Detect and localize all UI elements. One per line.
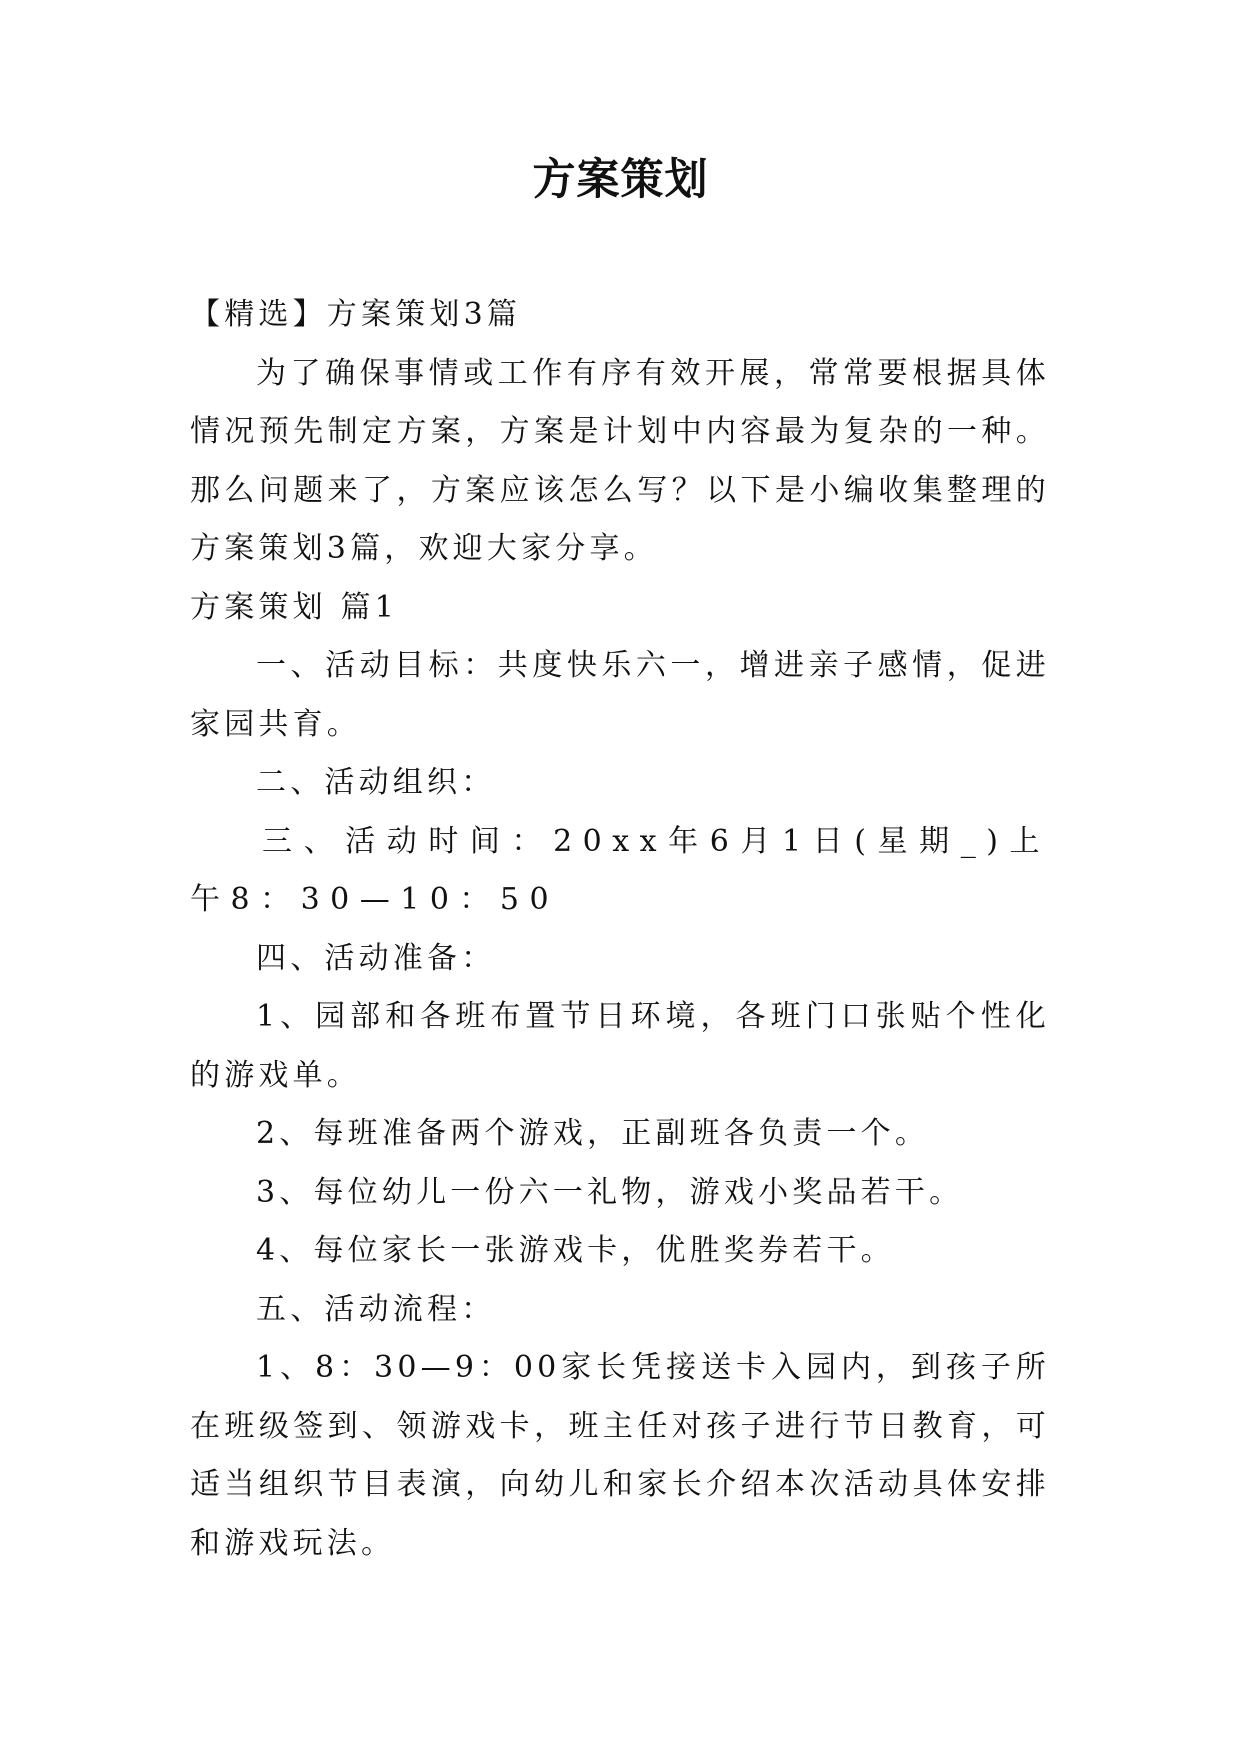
paragraph-intro-heading: 【精选】方案策划3篇 bbox=[190, 297, 522, 332]
list-item-preparation-2: 2、每班准备两个游戏，正副班各负责一个。 bbox=[256, 1116, 930, 1151]
section-heading: 方案策划 篇1 bbox=[190, 589, 399, 625]
list-item-process-1: 1、8：30—9：00家长凭接送卡入园内，到孩子所在班级签到、领游戏卡，班主任对孩子进行节日教育，可适当组织节目表演，向幼儿和家长介绍本次活动具体安排和游戏玩法。 bbox=[190, 1350, 1050, 1561]
paragraph-time: 三、活动时间：20xx年6月1日(星期_)上午8：30—10：50 bbox=[190, 823, 1050, 917]
list-item-preparation-4: 4、每位家长一张游戏卡，优胜奖券若干。 bbox=[256, 1233, 895, 1268]
paragraph-intro: 为了确保事情或工作有序有效开展，常常要根据具体情况预先制定方案，方案是计划中内容最为复杂的一种。那么问题来了，方案应该怎么写？以下是小编收集整理的方案策划3篇，欢迎大家分享。 bbox=[190, 355, 1050, 566]
document-title: 方案策划 bbox=[532, 155, 709, 205]
paragraph-process: 五、活动流程： bbox=[256, 1291, 496, 1327]
list-item-preparation-1: 1、园部和各班布置节日环境，各班门口张贴个性化的游戏单。 bbox=[190, 999, 1050, 1093]
paragraph-preparation: 四、活动准备： bbox=[256, 940, 496, 976]
paragraph-goal: 一、活动目标：共度快乐六一，增进亲子感情，促进家园共育。 bbox=[190, 648, 1050, 742]
document-body bbox=[190, 286, 1050, 1573]
list-item-preparation-3: 3、每位幼儿一份六一礼物，游戏小奖品若干。 bbox=[256, 1174, 964, 1210]
paragraph-organization: 二、活动组织： bbox=[256, 765, 496, 800]
